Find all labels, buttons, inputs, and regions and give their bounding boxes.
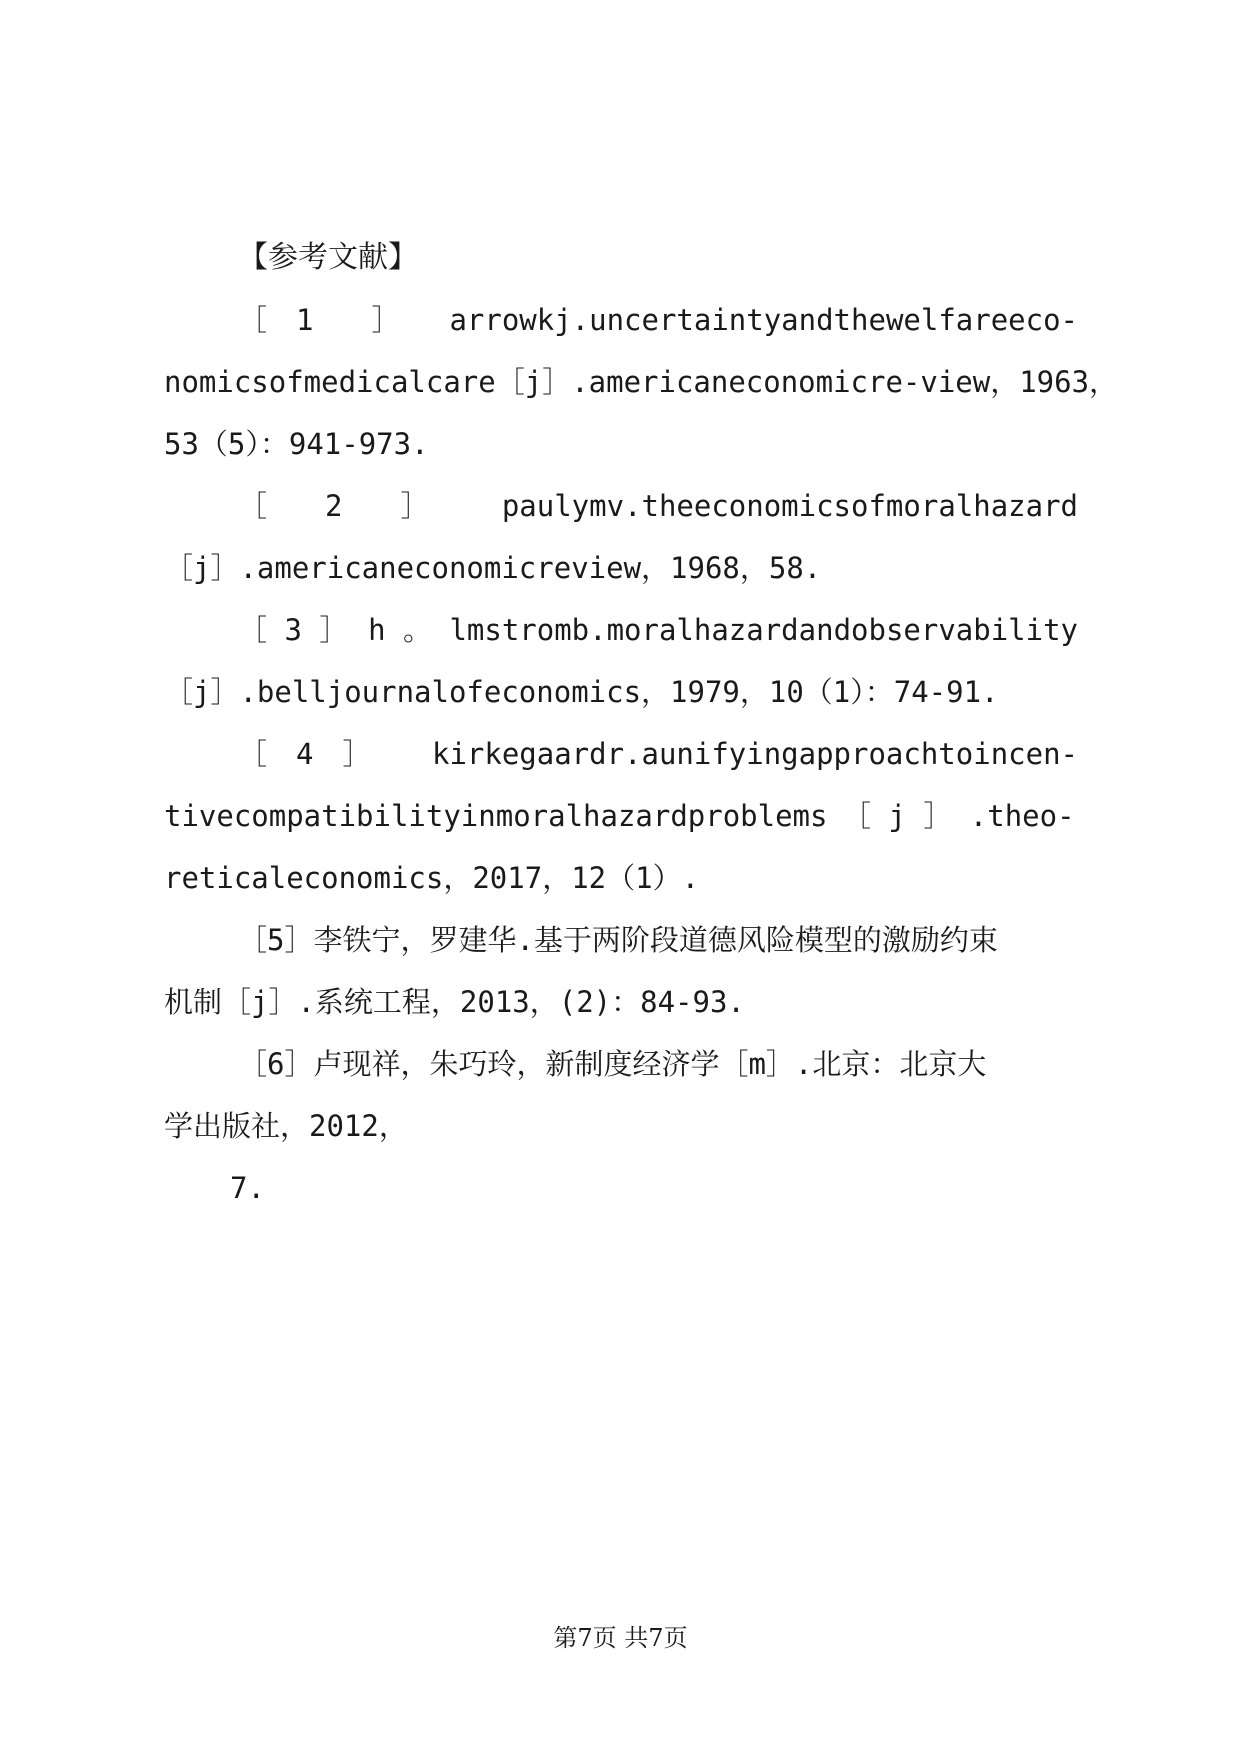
reference-5-line-1: 李铁宁，罗建华.基于两阶段道德风险模型的激励约束 — [313, 923, 998, 957]
reference-3-first-line — [238, 610, 1078, 650]
reference-2-marker: ［ 2 ］ — [238, 489, 430, 523]
reference-5-marker: ［5］ — [238, 923, 314, 957]
trailing-text: 7. — [230, 1171, 265, 1205]
reference-1-line-1: arrowkj.uncertaintyandthewelfareeco- — [449, 303, 1078, 337]
reference-4-line-3: reticaleconomics，2017，12（1）. — [164, 861, 700, 895]
reference-4-line-2: tivecompatibilityinmoralhazardproblems ［ j ］ .theo- — [164, 799, 1075, 833]
reference-1-marker: ［ 1 ］ — [238, 303, 401, 337]
reference-3-line-2: ［j］.belljournalofeconomics，1979，10（1）：74-91. — [164, 675, 999, 709]
reference-6-marker: ［6］ — [238, 1047, 314, 1081]
reference-6-first-line — [238, 1044, 986, 1084]
reference-6-line-1: 卢现祥，朱巧玲，新制度经济学［m］.北京：北京大 — [313, 1047, 987, 1081]
reference-5-line-2: 机制［j］.系统工程，2013，(2)：84-93. — [164, 985, 745, 1019]
reference-3-line-1: h 。 lmstromb.moralhazardandobservability — [368, 613, 1078, 647]
page-footer: 第7页 共7页 — [553, 1624, 688, 1652]
reference-1-line-2: nomicsofmedicalcare［j］.americaneconomicre-view，1963， — [164, 365, 1119, 399]
reference-2-line-1: paulymv.theeconomicsofmoralhazard — [501, 489, 1078, 523]
reference-1-line-3: 53（5）：941-973. — [164, 427, 429, 461]
reference-2-first-line — [238, 486, 1078, 526]
reference-4-first-line — [238, 734, 1078, 774]
reference-2-line-2: ［j］.americaneconomicreview，1968，58. — [164, 551, 822, 585]
reference-3-marker: ［ 3 ］ — [238, 613, 349, 647]
references-heading: 【参考文献】 — [238, 240, 418, 275]
reference-4-marker: ［ 4 ］ — [238, 737, 372, 771]
reference-4-line-1: kirkegaardr.aunifyingapproachtoincen- — [431, 737, 1078, 771]
reference-5-first-line — [238, 920, 998, 960]
reference-1-first-line — [238, 300, 1078, 340]
reference-6-line-2: 学出版社，2012， — [164, 1109, 408, 1143]
